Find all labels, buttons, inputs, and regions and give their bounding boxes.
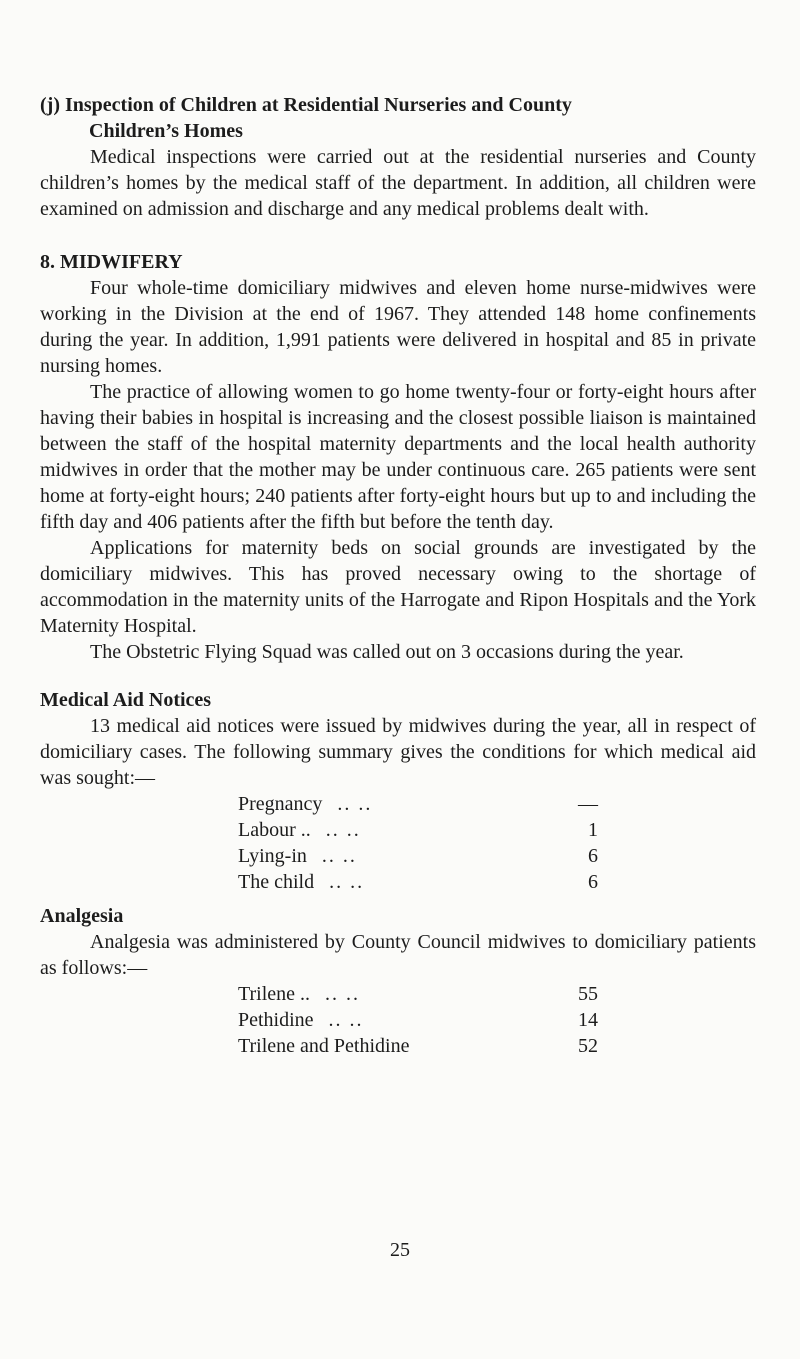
table-row bbox=[238, 1007, 598, 1033]
row-leader: .. .. bbox=[337, 793, 373, 815]
row-leader: .. .. bbox=[328, 1009, 364, 1031]
midwifery-paragraph-4: The Obstetric Flying Squad was called out on 3 occasions during the year. bbox=[90, 641, 684, 663]
analgesia-table bbox=[238, 981, 598, 1059]
row-value: 6 bbox=[588, 871, 598, 893]
row-value: 6 bbox=[588, 845, 598, 867]
row-leader: .. .. bbox=[325, 819, 361, 841]
row-label: Trilene and Pethidine bbox=[238, 1035, 410, 1057]
row-label: Labour .. bbox=[238, 819, 311, 841]
table-row bbox=[238, 869, 598, 895]
table-row bbox=[238, 843, 598, 869]
midwifery-paragraph-1: Four whole-time domiciliary midwives and eleven home nurse-midwives were working in the Division at the end of 1967. They attended 148 home confinements during the year. In addition, 1,991 patients were delivered in hospital and 85 in private nursing homes. bbox=[40, 277, 756, 377]
row-label: Pethidine bbox=[238, 1009, 314, 1031]
medical-aid-paragraph: 13 medical aid notices were issued by midwives during the year, all in respect of domiciliary cases. The following summary gives the conditions for which medical aid was sought:— bbox=[40, 715, 756, 789]
table-row bbox=[238, 1033, 598, 1059]
row-leader: .. .. bbox=[325, 983, 361, 1005]
section-j-heading bbox=[40, 92, 756, 144]
analgesia-heading: Analgesia bbox=[40, 905, 124, 927]
row-leader: .. .. bbox=[321, 845, 357, 867]
midwifery-paragraph-2: The practice of allowing women to go home twenty-four or forty-eight hours after having their babies in hospital is increasing and the closest possible liaison is maintained between the staff of the hospital maternity departments and the local health authority midwives in order that the mother may be under continuous care. 265 patients were sent home at forty-eight hours; 240 patients after forty-eight hours but up to and including the fifth day and 406 patients after the fifth but before the tenth day. bbox=[40, 381, 756, 533]
midwifery-paragraph-3: Applications for maternity beds on social grounds are investigated by the domiciliary midwives. This has proved necessary owing to the shortage of accommodation in the maternity units of the Harrogate and Ripon Hospitals and the York Maternity Hospital. bbox=[40, 537, 756, 637]
table-row bbox=[238, 817, 598, 843]
row-leader: .. .. bbox=[329, 871, 365, 893]
row-label: Lying-in bbox=[238, 845, 307, 867]
table-row bbox=[238, 981, 598, 1007]
section-j-paragraph: Medical inspections were carried out at the residential nurseries and County children’s homes by the medical staff of the department. In addition, all children were examined on admission and discharge and any medical problems dealt with. bbox=[40, 146, 756, 220]
row-value: 1 bbox=[588, 819, 598, 841]
row-label: Pregnancy bbox=[238, 793, 323, 815]
medical-aid-heading: Medical Aid Notices bbox=[40, 689, 212, 711]
section-j-heading-line1: (j) Inspection of Children at Residential Nurseries and County bbox=[40, 94, 572, 116]
analgesia-paragraph: Analgesia was administered by County Council midwives to domiciliary patients as follows:— bbox=[40, 931, 756, 979]
row-value: 55 bbox=[578, 983, 598, 1005]
row-value: 14 bbox=[578, 1009, 598, 1031]
medical-aid-table bbox=[238, 791, 598, 895]
row-label: Trilene .. bbox=[238, 983, 311, 1005]
row-value: 52 bbox=[578, 1035, 598, 1057]
page-number: 25 bbox=[390, 1239, 410, 1261]
midwifery-heading: 8. MIDWIFERY bbox=[40, 251, 183, 273]
section-j-heading-line2: Children’s Homes bbox=[89, 120, 243, 142]
table-row bbox=[238, 791, 598, 817]
row-value: — bbox=[578, 793, 598, 815]
row-label: The child bbox=[238, 871, 315, 893]
